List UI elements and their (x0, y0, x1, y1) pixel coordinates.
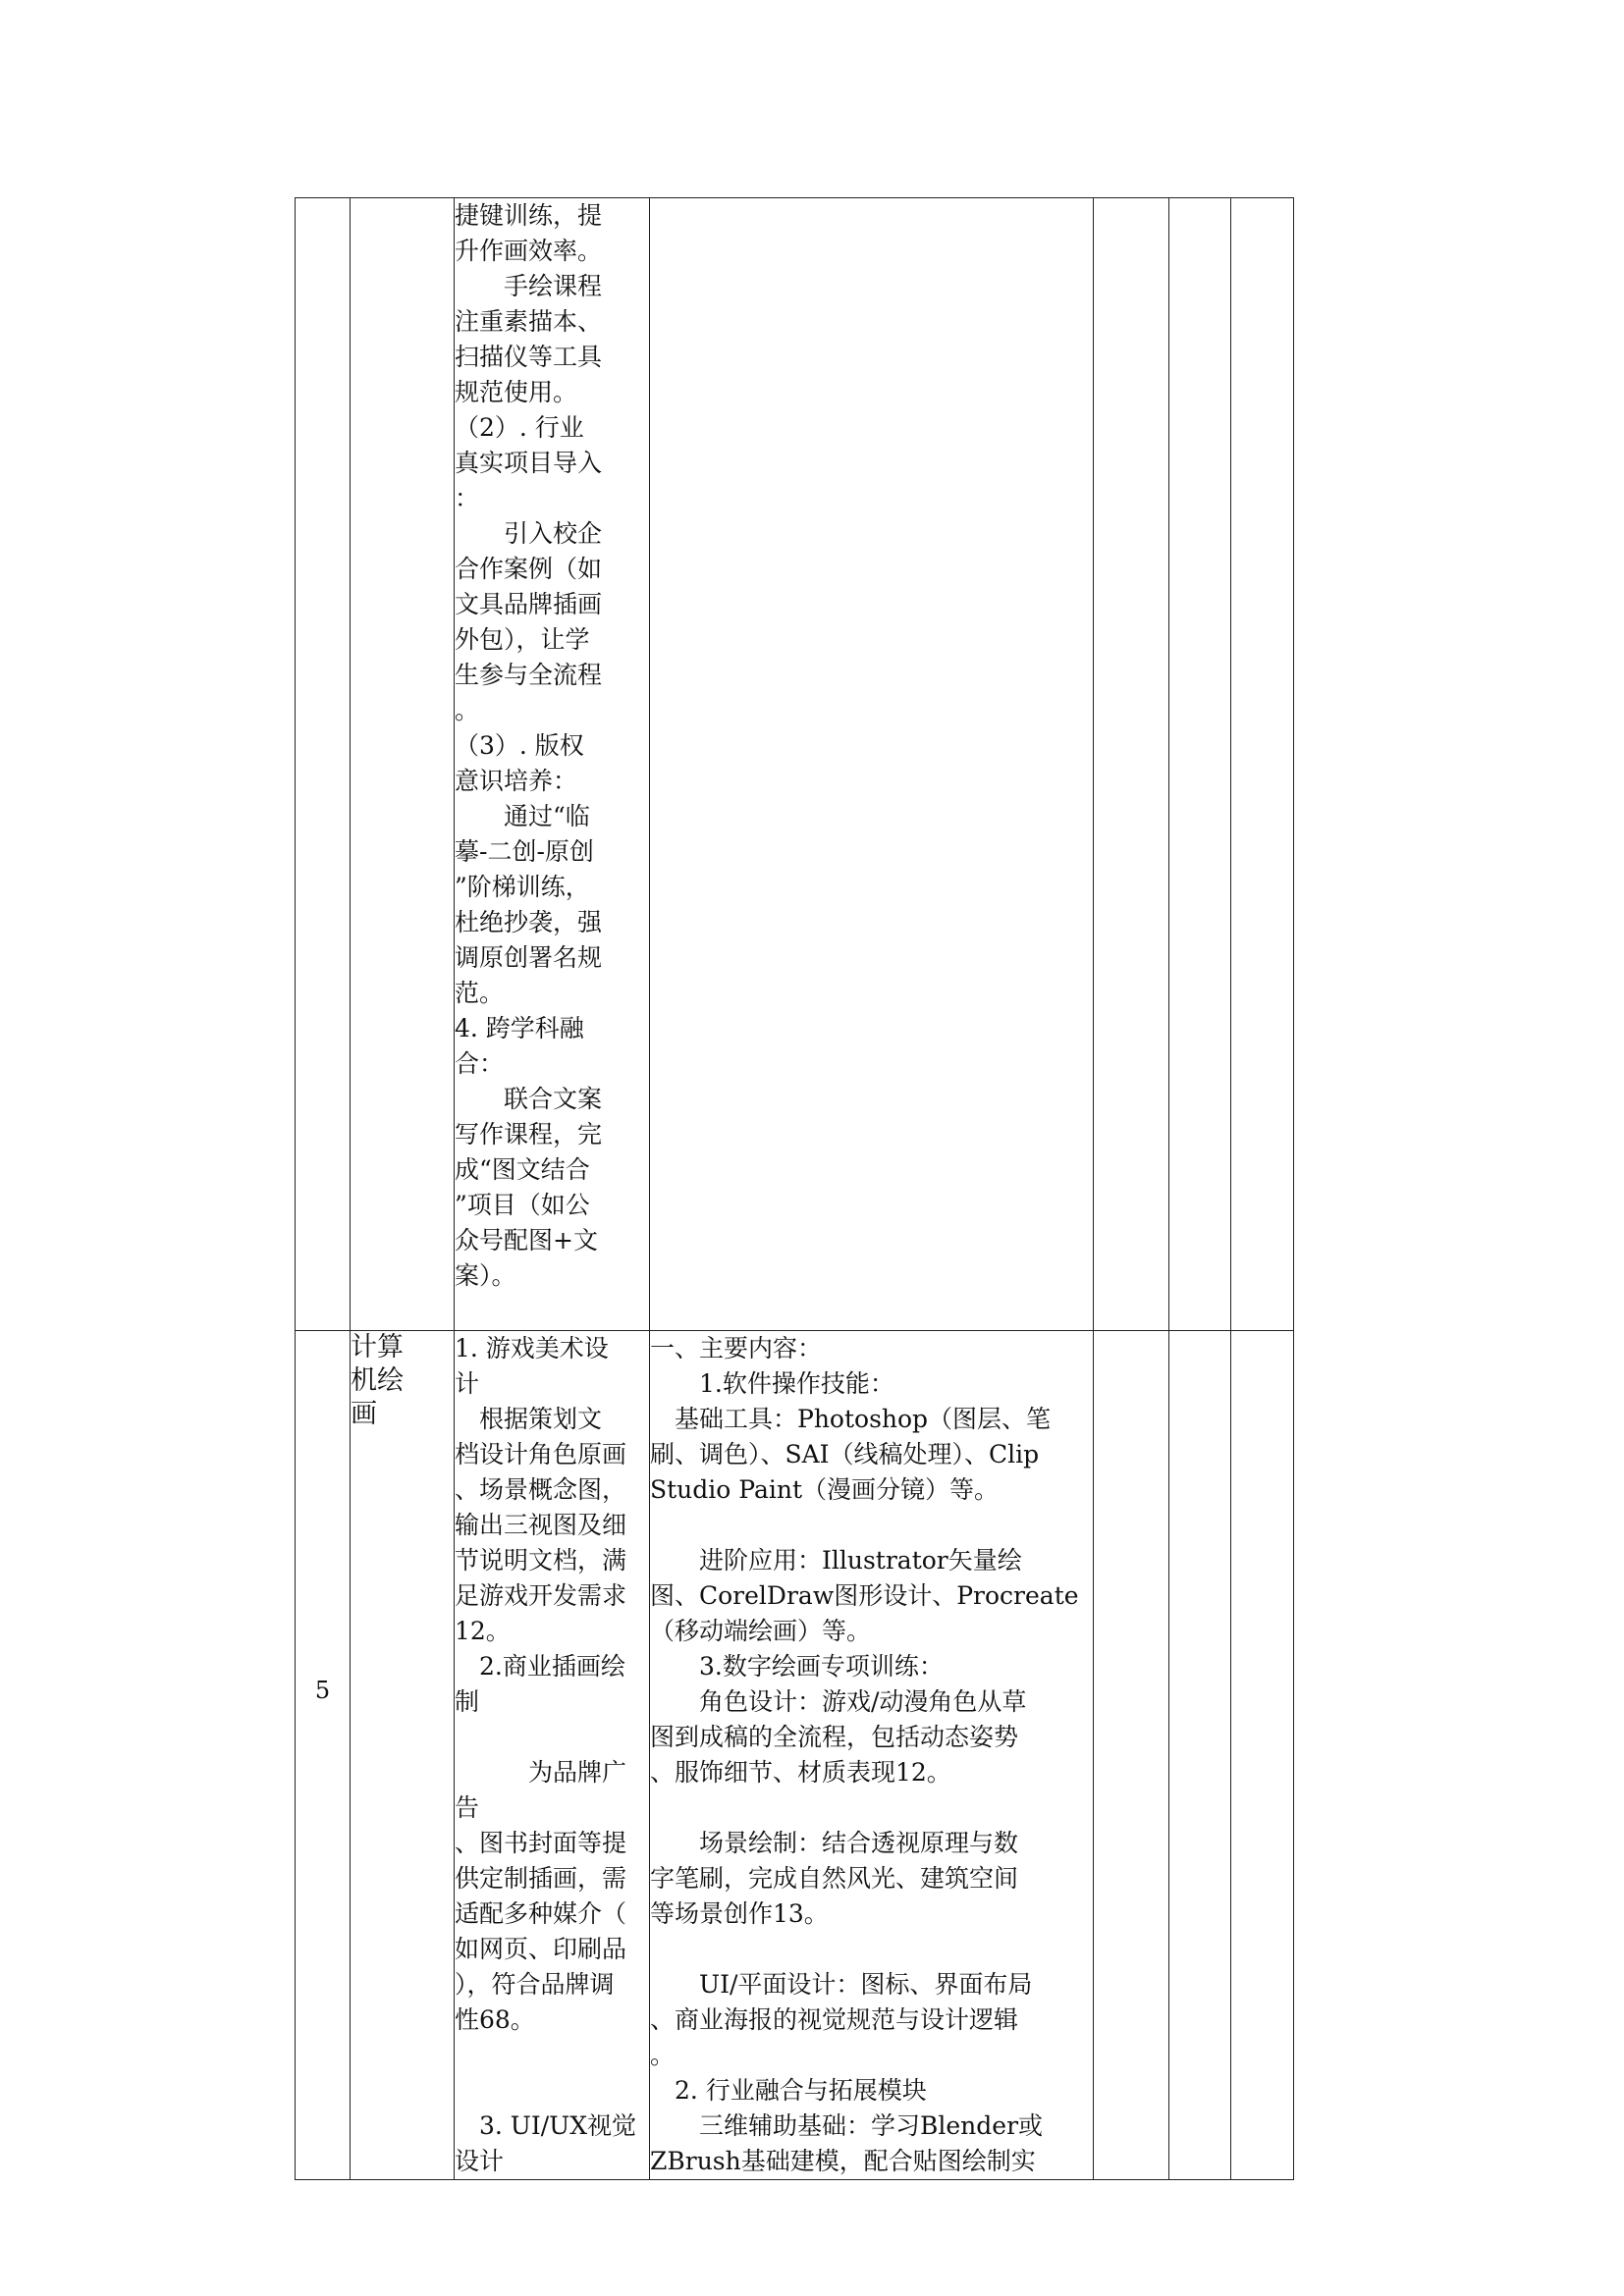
text-line: 、服饰细节、材质表现12。 (650, 1758, 951, 1787)
text-line: 性68。 (455, 2005, 535, 2034)
text-line: 合： (455, 1049, 505, 1078)
text-line: ”阶梯训练， (455, 873, 590, 901)
text-line: 意识培养： (455, 767, 578, 795)
text-line: 适配多种媒介（ (455, 1899, 627, 1928)
text-line: 供定制插画，需 (455, 1864, 627, 1893)
course-name-line: 画 (351, 1399, 377, 1429)
text-line: 案）。 (455, 1261, 516, 1290)
text-line: 。 (650, 2041, 676, 2069)
text-line: 、商业海报的视觉规范与设计逻辑 (650, 2005, 1019, 2034)
objectives-text (455, 198, 649, 1294)
objectives-cell (455, 1331, 650, 2180)
number-cell (296, 1331, 351, 2180)
text-line (650, 1790, 1093, 1826)
text-line: 写作课程，完 (455, 1120, 603, 1148)
course-name-cell (351, 1331, 455, 2180)
text-line (455, 1720, 649, 1755)
text-line: 众号配图+文 (455, 1226, 598, 1255)
text-line: 杜绝抄袭，强 (455, 908, 603, 936)
empty-cell (1094, 198, 1169, 1331)
text-line: 捷键训练，提 (455, 201, 603, 230)
text-line: 文具品牌插画 (455, 590, 603, 618)
text-line: 刷、调色）、SAI（线稿处理）、Clip (650, 1440, 1040, 1468)
text-line: Studio Paint（漫画分镜）等。 (650, 1475, 1000, 1504)
text-line: 扫描仪等工具 (455, 343, 603, 371)
course-name-line: 计算 (351, 1332, 404, 1362)
curriculum-table (295, 197, 1294, 2180)
text-line: 升作画效率。 (455, 237, 603, 265)
content-cell (650, 1331, 1094, 2180)
content-text (650, 1331, 1093, 2179)
row-number: 5 (314, 1677, 331, 1704)
text-line: 图、CorelDraw图形设计、Procreate (650, 1581, 1079, 1610)
text-line: 规范使用。 (455, 378, 578, 406)
text-line: 2.商业插画绘 (455, 1652, 625, 1681)
text-line: 、场景概念图， (455, 1475, 627, 1504)
text-line: 2. 行业融合与拓展模块 (650, 2076, 927, 2105)
text-line: 如网页、印刷品 (455, 1935, 627, 1963)
text-line: 设计 (455, 2147, 505, 2175)
text-line: 范。 (455, 979, 505, 1007)
text-line: 节说明文档，满 (455, 1546, 627, 1575)
course-name-cell (351, 198, 455, 1331)
text-line: ），符合品牌调 (455, 1970, 615, 1999)
text-line: 3.数字绘画专项训练： (650, 1652, 944, 1681)
text-line: 字笔刷，完成自然风光、建筑空间 (650, 1864, 1019, 1893)
text-line: 注重素描本、 (455, 307, 603, 336)
text-line: 等场景创作13。 (650, 1899, 829, 1928)
text-line: 通过“临 (455, 802, 590, 830)
text-line: 真实项目导入 (455, 449, 603, 477)
course-name-line: 机绘 (351, 1365, 404, 1396)
text-line: 计 (455, 1369, 480, 1398)
text-line: UI/平面设计：图标、界面布局 (650, 1970, 1033, 1999)
text-line: 进阶应用：Illustrator矢量绘 (650, 1546, 1022, 1575)
text-line: 三维辅助基础：学习Blender或 (650, 2111, 1044, 2140)
text-line: 1. 游戏美术设 (455, 1334, 609, 1362)
course-name-text (351, 1331, 454, 1431)
objectives-cell (455, 198, 650, 1331)
text-line: （3）. 版权 (455, 731, 584, 760)
text-line: 联合文案 (455, 1085, 603, 1113)
text-line: 角色设计：游戏/动漫角色从草 (650, 1687, 1027, 1716)
text-line: 3. UI/UX视觉 (455, 2111, 637, 2140)
content-cell (650, 198, 1094, 1331)
text-line: 基础工具：Photoshop（图层、笔 (650, 1405, 1052, 1433)
text-line: 场景绘制：结合透视原理与数 (650, 1829, 1019, 1857)
empty-cell (1094, 1331, 1169, 2180)
text-line: （2）. 行业 (455, 413, 584, 442)
text-line: 输出三视图及细 (455, 1511, 627, 1539)
text-line: 1.软件操作技能： (650, 1369, 894, 1398)
text-line: 生参与全流程 (455, 661, 603, 689)
text-line: 外包），让学 (455, 625, 590, 654)
text-line: 摹-二创-原创 (455, 837, 594, 866)
text-line: 档设计角色原画 (455, 1440, 627, 1468)
empty-cell (1231, 1331, 1294, 2180)
table-row (296, 1331, 1294, 2180)
text-line: 调原创署名规 (455, 943, 603, 972)
text-line (650, 1508, 1093, 1543)
number-cell (296, 198, 351, 1331)
table-row (296, 198, 1294, 1331)
text-line: 。 (455, 696, 480, 724)
objectives-text (455, 1331, 649, 2179)
text-line: 12。 (455, 1617, 511, 1645)
text-line (650, 1932, 1093, 1967)
text-line: 根据策划文 (455, 1405, 603, 1433)
empty-cell (1231, 198, 1294, 1331)
text-line: 足游戏开发需求 (455, 1581, 627, 1610)
text-line: 手绘课程 (455, 272, 603, 300)
text-line: 制 (455, 1687, 480, 1716)
empty-cell (1169, 1331, 1231, 2180)
text-line: 4. 跨学科融 (455, 1014, 584, 1042)
text-line: ZBrush基础建模，配合贴图绘制实 (650, 2147, 1036, 2175)
text-line: 成“图文结合 (455, 1155, 590, 1184)
text-line: 一、主要内容： (650, 1334, 823, 1362)
empty-cell (1169, 198, 1231, 1331)
text-line: ”项目（如公 (455, 1191, 590, 1219)
text-line: ： (455, 484, 480, 512)
text-line: 、图书封面等提 (455, 1829, 627, 1857)
text-line: 合作案例（如 (455, 555, 603, 583)
text-line: 为品牌广告 (455, 1758, 627, 1822)
text-line (455, 2073, 649, 2109)
text-line: 图到成稿的全流程，包括动态姿势 (650, 1723, 1019, 1751)
text-line: （移动端绘画）等。 (650, 1617, 872, 1645)
text-line: 引入校企 (455, 519, 603, 548)
text-line (455, 2038, 649, 2073)
